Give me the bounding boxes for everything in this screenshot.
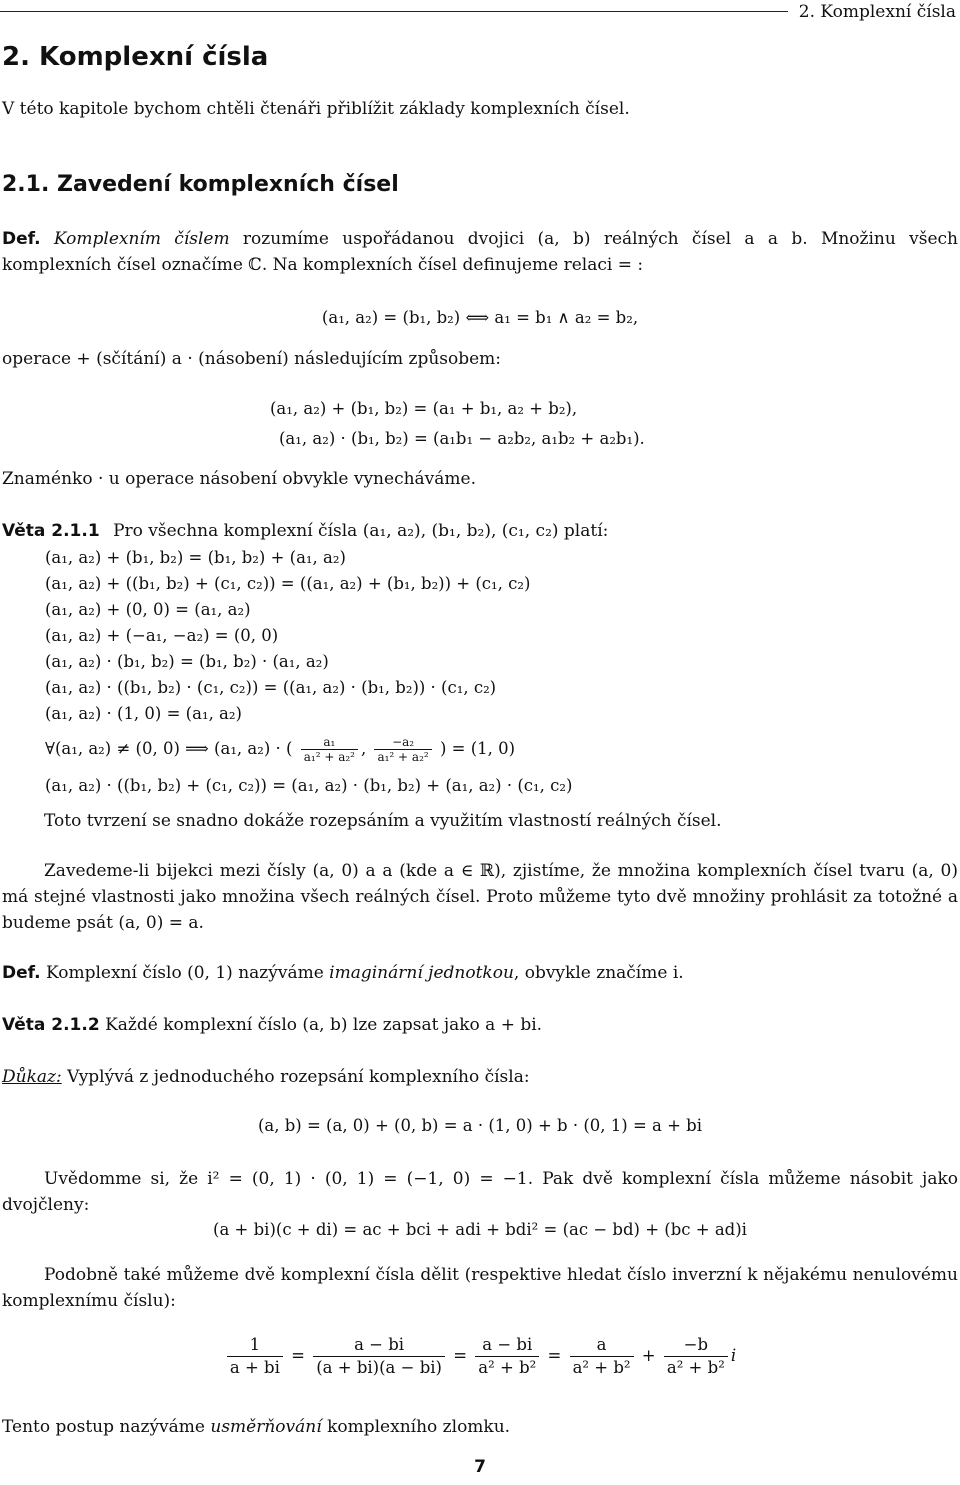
imaginary-unit: i <box>730 1346 737 1365</box>
equation-relation: (a₁, a₂) = (b₁, b₂) ⟺ a₁ = b₁ ∧ a₂ = b₂, <box>321 308 639 327</box>
theorem-statement: Pro všechna komplexní čísla (a₁, a₂), (b₁, b₂), (c₁, c₂) platí: <box>113 521 609 541</box>
page-number: 7 <box>474 1457 486 1477</box>
inverse-right: ) = (1, 0) <box>439 739 516 758</box>
proof-equation: (a, b) = (a, 0) + (0, b) = a · (1, 0) + b · (0, 1) = a + bi <box>257 1116 703 1135</box>
theorem-statement: Každé komplexní číslo (a, b) lze zapsat jako a + bi. <box>99 1015 543 1035</box>
bijection-paragraph: Zavedeme-li bijekci mezi čísly (a, 0) a a (kde a ∈ ℝ), zjistíme, že množina komplexních čísel tvaru (a, 0) má stejné vlastnosti jako množina všech reálných čísel. Proto můžeme tyto dvě množiny prohlásit za totožné a budeme psát (a, 0) = a. <box>2 861 958 933</box>
proof-note: Toto tvrzení se snadno dokáže rozepsáním a využitím vlastností reálných čísel. <box>44 811 722 831</box>
property-line: (a₁, a₂) + (−a₁, −a₂) = (0, 0) <box>45 626 279 645</box>
closing-sentence: Tento postup nazýváme usměrňování komplexního zlomku. <box>2 1417 511 1437</box>
property-line: (a₁, a₂) · (b₁, b₂) = (b₁, b₂) · (a₁, a₂) <box>45 652 329 671</box>
section-title: 2.1. Zavedení komplexních čísel <box>2 172 399 197</box>
property-line: (a₁, a₂) · ((b₁, b₂) · (c₁, c₂)) = ((a₁, a₂) · (b₁, b₂)) · (c₁, c₂) <box>45 678 497 697</box>
multiplication-note: Uvědomme si, že i² = (0, 1) · (0, 1) = (−1, 0) = −1. Pak dvě komplexní čísla můžeme násobit jako dvojčleny: <box>2 1169 958 1215</box>
proof-label: Důkaz: <box>2 1067 62 1087</box>
inverse-fraction-1: $\frac{\text{a₁}}{\text{a₁² + a₂²}}$ <box>301 735 358 764</box>
property-line: (a₁, a₂) + (b₁, b₂) = (b₁, b₂) + (a₁, a₂) <box>45 548 346 567</box>
fraction-1: $\frac{1}{a + bi}$ <box>227 1334 283 1379</box>
definition-imaginary-unit: Def. Komplexní číslo (0, 1) nazýváme imaginární jednotkou, obvykle značíme i. <box>2 963 684 983</box>
header-rule <box>0 11 788 12</box>
equation-multiplication: (a₁, a₂) · (b₁, b₂) = (a₁b₁ − a₂b₂, a₁b₂ + a₂b₁). <box>279 429 645 448</box>
theorem-properties <box>45 545 572 799</box>
fraction-3: $\frac{a - bi}{\text{a² + b²}}$ <box>475 1334 539 1379</box>
property-line: (a₁, a₂) + (0, 0) = (a₁, a₂) <box>45 600 251 619</box>
property-line: (a₁, a₂) + ((b₁, b₂) + (c₁, c₂)) = ((a₁, a₂) + (b₁, b₂)) + (c₁, c₂) <box>45 574 531 593</box>
def-label: Def. <box>2 229 41 249</box>
fraction-2: $\frac{a - bi}{(a + bi)(a - bi)}$ <box>313 1334 445 1379</box>
chapter-intro: V této kapitole bychom chtěli čtenáři přiblížit základy komplexních čísel. <box>2 99 630 119</box>
def-label: Def. <box>2 963 41 983</box>
fraction-5: $\frac{-b}{\text{a² + b²}}$ <box>664 1334 728 1379</box>
theorem-2-1-2 <box>2 1012 958 1038</box>
running-title: 2. Komplexní čísla <box>798 2 956 22</box>
division-paragraph: Podobně také můžeme dvě komplexní čísla dělit (respektive hledat číslo inverzní k nějakému nenulovému komplexnímu číslu): <box>2 1265 958 1311</box>
def-term: imaginární jednotkou <box>329 963 514 983</box>
proof-text: Vyplývá z jednoduchého rozepsání komplexního čísla: <box>61 1067 530 1087</box>
inverse-left: ∀(a₁, a₂) ≠ (0, 0) ⟹ (a₁, a₂) · ( <box>45 739 293 758</box>
fraction-4: $\frac{a}{\text{a² + b²}}$ <box>570 1334 634 1379</box>
property-distributive: (a₁, a₂) · ((b₁, b₂) + (c₁, c₂)) = (a₁, a₂) · (b₁, b₂) + (a₁, a₂) · (c₁, c₂) <box>45 776 573 795</box>
closing-term: usměrňování <box>210 1417 322 1437</box>
property-inverse: ∀(a₁, a₂) ≠ (0, 0) ⟹ (a₁, a₂) · ( $\frac{\text{a₁}}{\text{a₁² + a₂²}}$ , $\frac{\text{−a₂}}{\text{a₁² + a₂²}}$ ) = (1, 0) <box>45 735 516 764</box>
equation-addition: (a₁, a₂) + (b₁, b₂) = (a₁ + b₁, a₂ + b₂), <box>270 399 578 418</box>
theorem-2-1-1 <box>2 518 958 544</box>
operations-intro: operace + (sčítání) a · (násobení) následujícím způsobem: <box>2 349 502 369</box>
inverse-fraction-2: $\frac{\text{−a₂}}{\text{a₁² + a₂²}}$ <box>374 735 431 764</box>
running-header <box>0 0 958 24</box>
division-equation: $\frac{1}{a + bi}$ = $\frac{a - bi}{(a + bi)(a - bi)}$ = $\frac{a - bi}{\text{a² + b²}}$ = $\frac{a}{\text{a² + b²}}$ + $\frac{-b}{\text{a² + b²}}$ i <box>2 1334 958 1379</box>
theorem-label: Věta 2.1.2 <box>2 1015 100 1035</box>
def-term: Komplexním číslem <box>53 229 230 249</box>
binomial-product-equation: (a + bi)(c + di) = ac + bci + adi + bdi² = (ac − bd) + (bc + ad)i <box>213 1220 747 1239</box>
definition-complex-number <box>2 226 958 278</box>
property-line: (a₁, a₂) · (1, 0) = (a₁, a₂) <box>45 704 242 723</box>
proof <box>2 1064 958 1090</box>
multiplication-sign-note: Znaménko · u operace násobení obvykle vynecháváme. <box>2 469 476 489</box>
equation-operations <box>270 394 645 454</box>
def-text: rozumíme uspořádanou dvojici (a, b) reálných čísel a a b. Množinu všech komplexních čísel označíme ℂ. Na komplexních čísel definujeme relaci = : <box>2 229 959 275</box>
theorem-label: Věta 2.1.1 <box>2 521 100 541</box>
chapter-title: 2. Komplexní čísla <box>2 42 269 72</box>
